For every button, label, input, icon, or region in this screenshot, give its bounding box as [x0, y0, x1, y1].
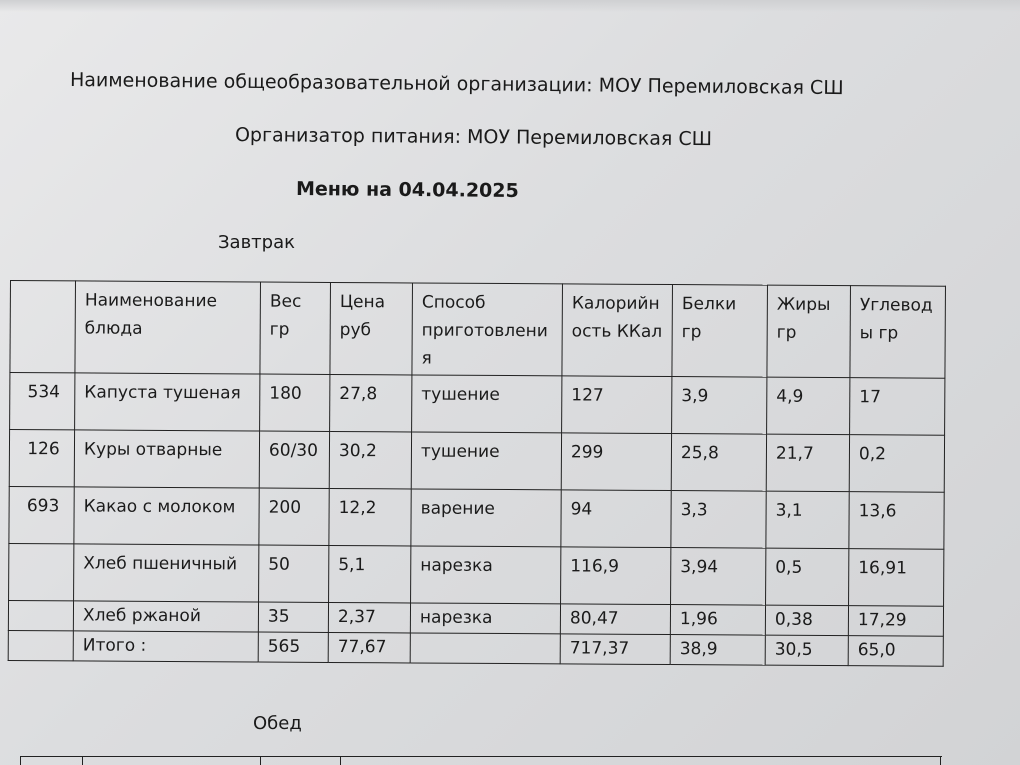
lunch-table-border: [20, 757, 21, 765]
row-dish-name: Хлеб ржаной: [73, 601, 258, 632]
row-method: нарезка: [411, 546, 561, 604]
breakfast-menu-table: [8, 280, 946, 667]
row-fat: 3,1: [766, 491, 849, 549]
header-calories: Калорийность ККал: [562, 284, 673, 377]
lunch-table-top-edge: [20, 756, 942, 765]
header-price: Цена руб: [330, 282, 413, 374]
row-fat: 0,5: [766, 548, 849, 606]
table-row: [10, 373, 945, 436]
breakfast-title: Завтрак: [218, 232, 295, 253]
row-fat: 4,9: [767, 377, 850, 435]
row-fat: 21,7: [766, 434, 849, 492]
row-weight: 200: [259, 488, 329, 545]
row-method: варение: [411, 489, 561, 547]
row-carbs: 17,29: [848, 606, 943, 637]
row-code: 126: [9, 430, 74, 487]
lunch-title: Обед: [253, 713, 302, 734]
row-weight: 60/30: [259, 431, 329, 488]
row-dish-name: Капуста тушеная: [75, 373, 260, 431]
organization-heading: Наименование общеобразовательной организации: МОУ Перемиловская СШ: [69, 69, 844, 100]
header-code: [10, 281, 76, 373]
row-carbs: 0,2: [849, 435, 944, 493]
total-weight: 565: [258, 632, 328, 662]
total-calories: 717,37: [560, 634, 670, 665]
total-label: Итого :: [73, 631, 258, 662]
row-method: нарезка: [410, 603, 560, 634]
row-code: [9, 543, 74, 600]
total-protein: 38,9: [670, 635, 765, 666]
table-row: [9, 543, 944, 606]
lunch-table-border: [340, 757, 341, 765]
row-method: тушение: [411, 432, 561, 490]
menu-date-heading: Меню на 04.04.2025: [295, 178, 519, 202]
row-protein: 3,94: [671, 548, 766, 606]
row-protein: 3,9: [672, 377, 767, 435]
row-code: 534: [10, 373, 75, 430]
row-code: 693: [9, 486, 74, 543]
table-header-row: [10, 281, 946, 379]
row-carbs: 13,6: [849, 492, 944, 550]
total-method: [410, 633, 560, 664]
table-row: [9, 486, 944, 549]
row-calories: 127: [562, 376, 672, 434]
row-price: 5,1: [329, 545, 411, 602]
row-price: 2,37: [328, 602, 410, 633]
paper-top-shadow: [0, 0, 1020, 12]
row-calories: 94: [561, 490, 671, 548]
row-price: 12,2: [329, 488, 411, 545]
header-weight: Вес гр: [260, 282, 331, 374]
row-calories: 299: [561, 433, 671, 491]
total-code: [8, 630, 73, 660]
header-dish-name: Наименование блюда: [75, 281, 261, 374]
row-fat: 0,38: [765, 605, 848, 636]
row-weight: 50: [259, 545, 329, 602]
row-dish-name: Какао с молоком: [74, 487, 259, 545]
lunch-table-border: [260, 757, 261, 765]
total-fat: 30,5: [765, 635, 848, 666]
breakfast-table-wrapper: [8, 280, 948, 667]
row-protein: 3,3: [671, 491, 766, 549]
row-carbs: 16,91: [849, 549, 944, 607]
table-total-row: [8, 630, 943, 666]
row-protein: 25,8: [671, 434, 766, 492]
lunch-table-border: [940, 757, 941, 765]
row-weight: 180: [260, 374, 330, 431]
row-calories: 80,47: [560, 604, 670, 635]
total-carbs: 65,0: [848, 636, 943, 667]
header-protein: Белки гр: [672, 285, 768, 378]
organizer-heading: Организатор питания: МОУ Перемиловская СШ: [234, 124, 713, 151]
header-fat: Жиры гр: [767, 285, 851, 378]
row-dish-name: Куры отварные: [74, 430, 259, 488]
row-method: тушение: [412, 375, 562, 433]
row-code: [8, 600, 73, 630]
lunch-table-border: [82, 757, 83, 765]
row-weight: 35: [258, 602, 328, 632]
header-cooking-method: Способ приготовления: [412, 283, 563, 376]
total-price: 77,67: [328, 632, 410, 663]
table-row: [9, 430, 944, 493]
row-protein: 1,96: [670, 605, 765, 636]
row-calories: 116,9: [561, 547, 671, 605]
row-dish-name: Хлеб пшеничный: [74, 544, 259, 602]
row-price: 27,8: [330, 374, 412, 431]
header-carbs: Углеводы гр: [850, 286, 946, 379]
row-price: 30,2: [329, 431, 411, 488]
row-carbs: 17: [850, 378, 945, 436]
